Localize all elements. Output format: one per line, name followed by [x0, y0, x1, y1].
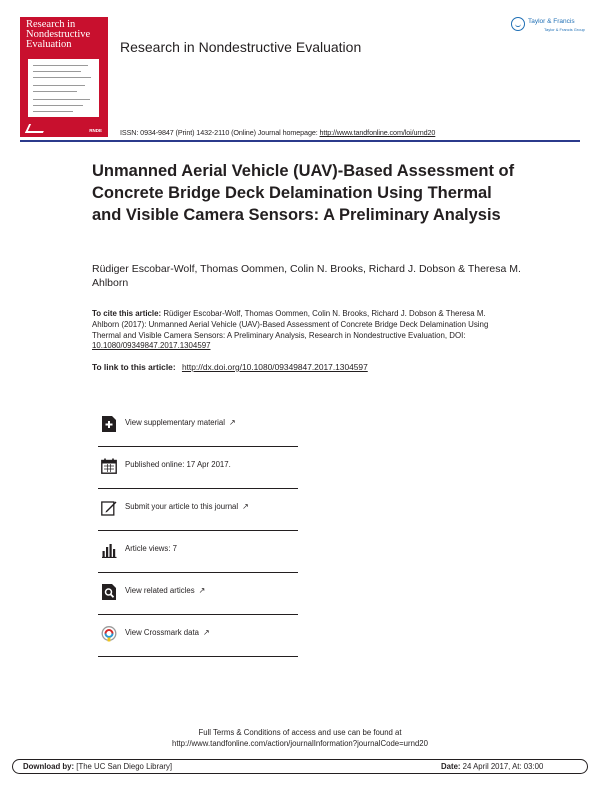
- journal-homepage-link[interactable]: http://www.tandfonline.com/loi/urnd20: [319, 128, 436, 137]
- downloaded-by: [23, 762, 172, 771]
- crossmark-icon: [101, 626, 117, 642]
- download-info-bar: [12, 759, 588, 774]
- terms-notice: [0, 727, 600, 749]
- article-doi-url[interactable]: http://dx.doi.org/10.1080/09349847.2017.1304597: [181, 362, 368, 372]
- issn-text: ISSN: 0934-9847 (Print) 1432-2110 (Online) Journal homepage:: [120, 128, 320, 137]
- published-online-label: Published online: 17 Apr 2017.: [125, 460, 231, 469]
- calendar-icon: [101, 458, 117, 474]
- citation-doi-link[interactable]: 10.1080/09349847.2017.1304597: [92, 341, 211, 351]
- publisher-logo-icon: [511, 17, 525, 31]
- bar-chart-icon: [101, 542, 117, 558]
- publisher-subname: Taylor & Francis Group: [544, 27, 585, 32]
- article-authors: Rüdiger Escobar-Wolf, Thomas Oommen, Colin N. Brooks, Richard J. Dobson & Theresa M. Ahlborn: [92, 263, 521, 289]
- view-supplementary-item[interactable]: [98, 405, 298, 447]
- related-articles-label: View related articles: [125, 586, 195, 595]
- supplementary-file-icon: [101, 416, 117, 432]
- cover-footer-label: RNDE: [89, 128, 102, 133]
- submit-article-item[interactable]: [98, 489, 298, 531]
- external-link-icon: ↗: [202, 628, 210, 637]
- article-link-block: [92, 362, 512, 372]
- citation-label: To cite this article:: [92, 309, 164, 318]
- related-articles-icon: [101, 584, 117, 600]
- submit-article-label: Submit your article to this journal: [125, 502, 239, 511]
- article-views-label: Article views: 7: [125, 544, 177, 553]
- edit-pencil-icon: [101, 500, 117, 516]
- cover-title: Research in Nondestructive Evaluation: [26, 19, 91, 50]
- related-articles-item[interactable]: [98, 573, 298, 615]
- cover-logo-mark: [25, 124, 47, 133]
- cover-contents-panel: [28, 59, 99, 117]
- crossmark-item[interactable]: [98, 615, 298, 657]
- journal-name: Research in Nondestructive Evaluation: [120, 39, 362, 55]
- external-link-icon: ↗: [228, 418, 236, 427]
- publisher-logo[interactable]: [511, 16, 586, 38]
- download-date-label: Date:: [441, 762, 461, 771]
- publisher-name: Taylor & Francis: [528, 18, 575, 25]
- published-online-item: [98, 447, 298, 489]
- header-divider: [20, 140, 580, 142]
- terms-line: Full Terms & Conditions of access and use can be found at: [198, 728, 402, 737]
- external-link-icon: ↗: [242, 502, 249, 511]
- download-date-value: 24 April 2017, At: 03:00: [460, 762, 544, 771]
- downloaded-by-value: [The UC San Diego Library]: [74, 762, 173, 771]
- citation-text: Rüdiger Escobar-Wolf, Thomas Oommen, Colin N. Brooks, Richard J. Dobson & Theresa M. Ahlborn (2017): Unmanned Aerial Vehicle (UAV)-Based Assessment of Concrete Bridge Deck Delamination Using Thermal and Visible Camera Sensors: A Preliminary Analysis, Research in Nondestructive Evaluation, DOI:: [92, 309, 489, 340]
- article-views-item: [98, 531, 298, 573]
- external-link-icon: ↗: [198, 586, 206, 595]
- terms-url[interactable]: http://www.tandfonline.com/action/journalInformation?journalCode=urnd20: [172, 739, 428, 748]
- view-supplementary-label: View supplementary material: [125, 418, 225, 427]
- crossmark-label: View Crossmark data: [125, 628, 199, 637]
- article-link-label: To link to this article:: [92, 362, 178, 372]
- download-date: [441, 762, 543, 771]
- journal-cover: [20, 17, 108, 137]
- issn-line: [120, 128, 435, 137]
- article-actions-list: [98, 405, 298, 657]
- citation-block: [92, 309, 512, 352]
- downloaded-by-label: Download by:: [23, 762, 75, 771]
- article-title: Unmanned Aerial Vehicle (UAV)-Based Assessment of Concrete Bridge Deck Delamination Using Thermal and Visible Camera Sensors: A Preliminary Analysis: [92, 162, 515, 224]
